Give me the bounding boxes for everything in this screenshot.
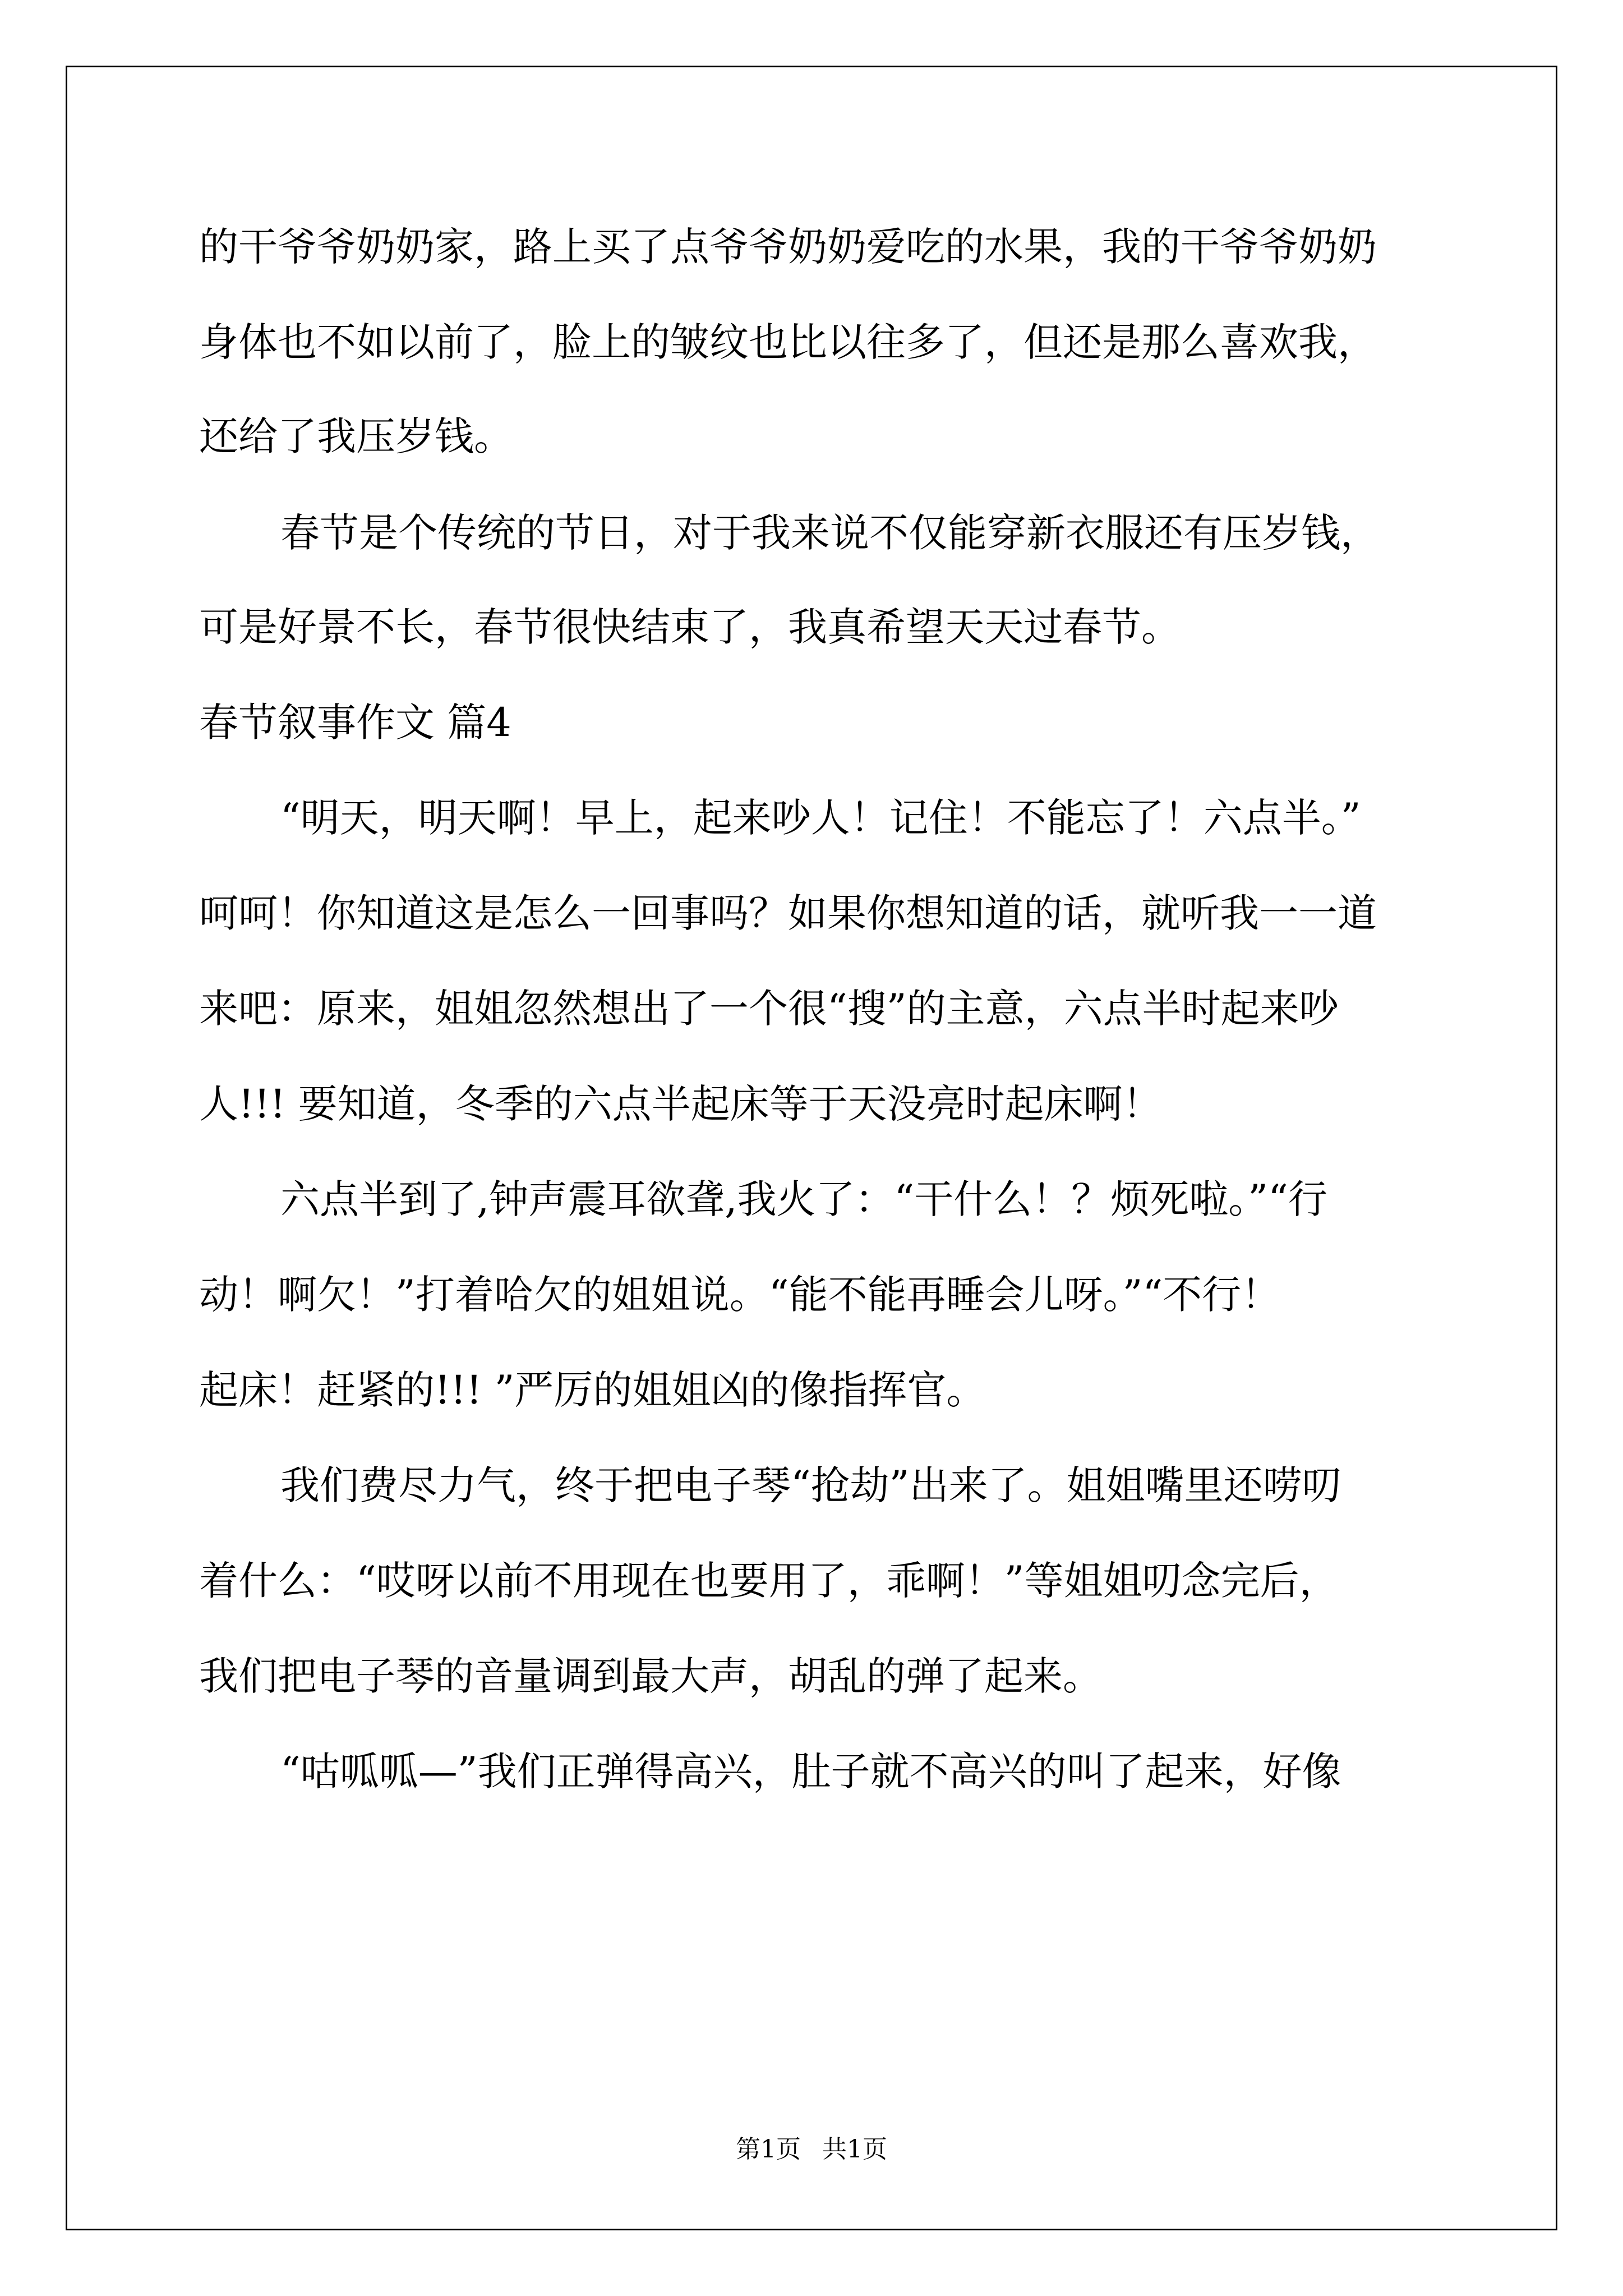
text-line: 我们把电子琴的音量调到最大声，胡乱的弹了起来。: [199, 1653, 1102, 1699]
text-line: 来吧：原来，姐姐忽然想出了一个很“搜”的主意，六点半时起来吵: [199, 986, 1339, 1032]
text-line: 可是好景不长，春节很快结束了，我真希望天天过春节。: [199, 604, 1181, 650]
text-line: 身体也不如以前了，脸上的皱纹也比以往多了，但还是那么喜欢我，: [199, 319, 1377, 365]
text-line: 起床！赶紧的!!! ”严厉的姐姐凶的像指挥官。: [199, 1367, 986, 1413]
section-heading: 春节叙事作文 篇4: [199, 700, 511, 746]
text-line: “咕呱呱—”我们正弹得高兴，肚子就不高兴的叫了起来，好像: [280, 1749, 1341, 1795]
text-line: 的干爷爷奶奶家，路上买了点爷爷奶奶爱吃的水果，我的干爷爷奶奶: [199, 224, 1377, 270]
page-number: 第1页: [736, 2135, 801, 2164]
text-line: 着什么：“哎呀以前不用现在也要用了，乖啊！”等姐姐叨念完后，: [199, 1558, 1339, 1604]
text-line: 动！啊欠！”打着哈欠的姐姐说。“能不能再睡会儿呀。”“不行！: [199, 1272, 1281, 1318]
text-line: 人!!! 要知道，冬季的六点半起床等于天没亮时起床啊！: [199, 1081, 1162, 1127]
text-line: 我们费尽力气，终于把电子琴“抢劫”出来了。姐姐嘴里还唠叨: [280, 1462, 1341, 1508]
text-line: 春节是个传统的节日，对于我来说不仅能穿新衣服还有压岁钱，: [280, 510, 1380, 556]
text-line: 呵呵！你知道这是怎么一回事吗？如果你想知道的话，就听我一一道: [199, 890, 1377, 936]
text-line: “明天，明天啊！早上，起来吵人！记住！不能忘了！六点半。”: [280, 795, 1361, 841]
page-total: 共1页: [822, 2135, 887, 2164]
text-line: 六点半到了,钟声震耳欲聋,我火了：“干什么！？烦死啦。”“行: [280, 1176, 1327, 1222]
page-border: [66, 66, 1557, 2230]
text-line: 还给了我压岁钱。: [199, 413, 513, 459]
page-footer: [0, 2129, 1623, 2165]
